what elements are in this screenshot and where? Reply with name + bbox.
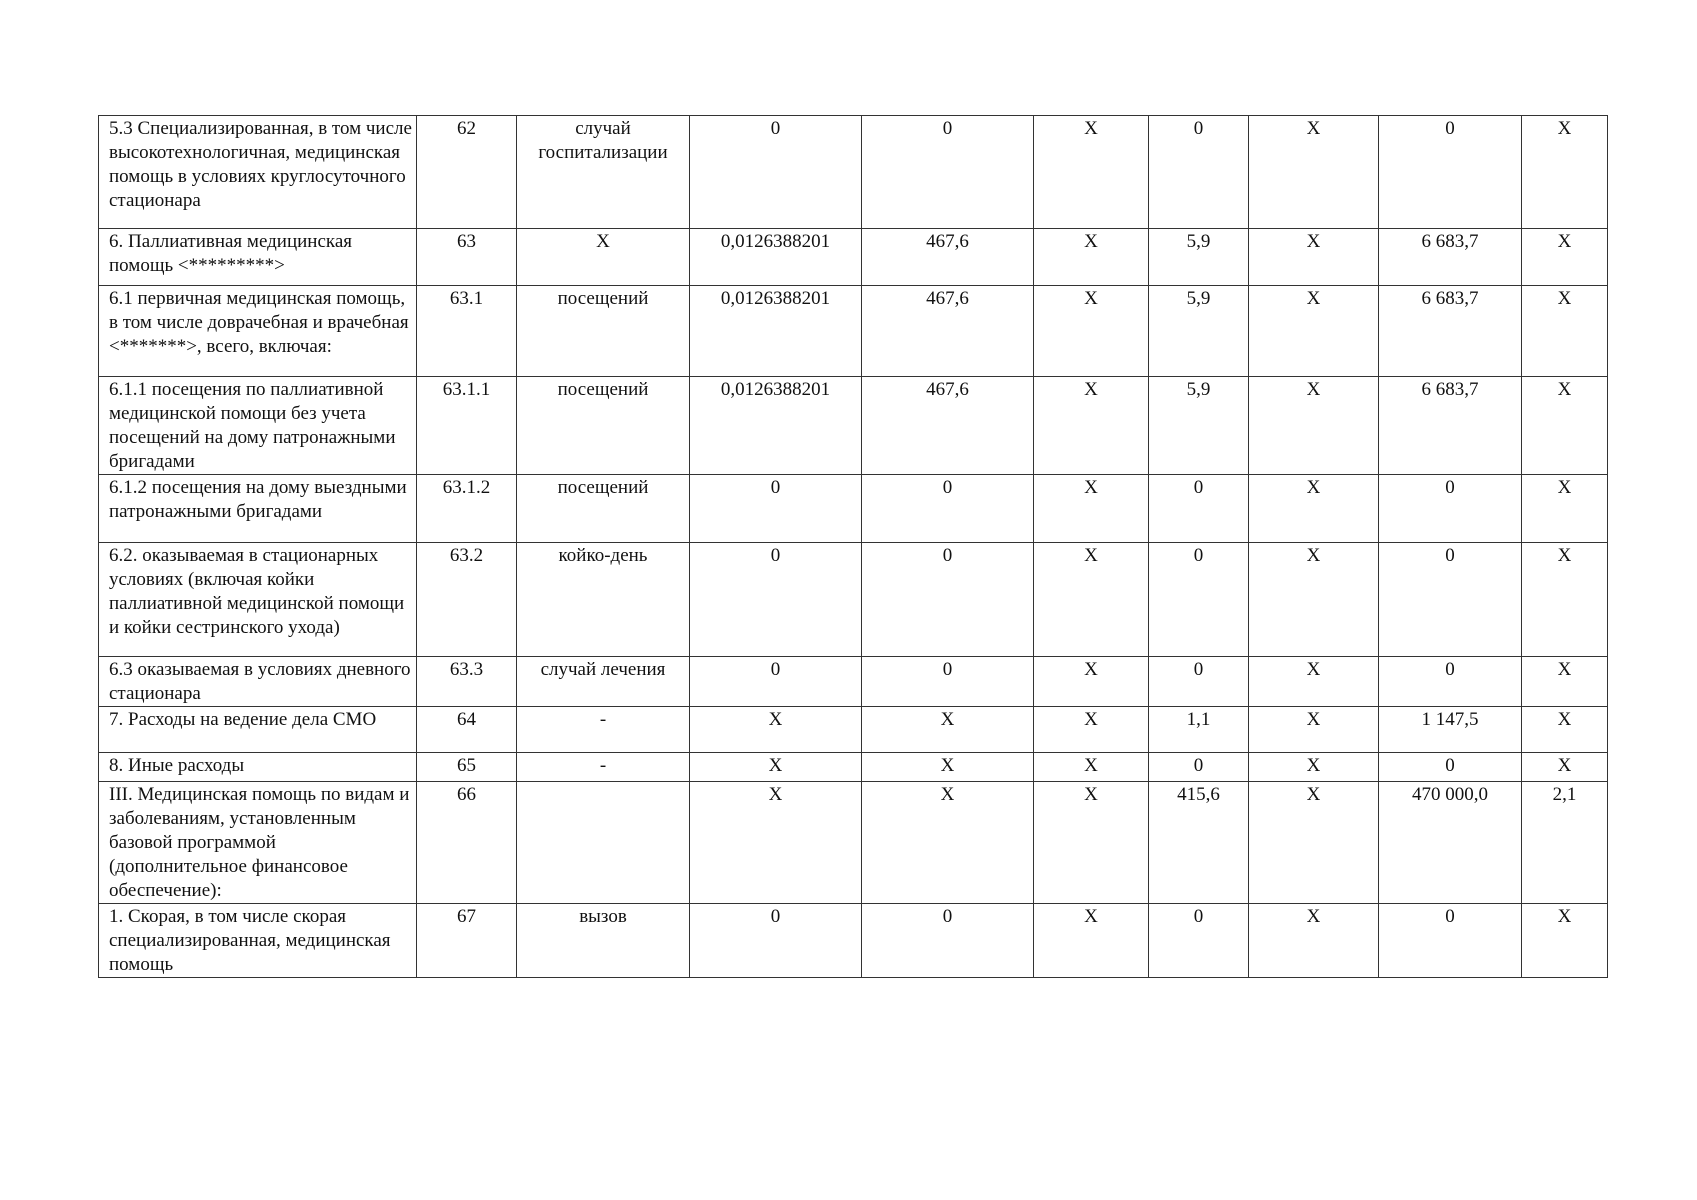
table-row — [99, 475, 1608, 543]
value-cell-8: X — [1249, 475, 1379, 543]
value-cell-4: 0 — [690, 116, 862, 229]
value-cell-8: X — [1249, 657, 1379, 707]
value-cell-6: X — [1034, 657, 1149, 707]
line-number-cell: 66 — [417, 782, 517, 904]
line-number-cell: 63.1.2 — [417, 475, 517, 543]
row-name-cell: 6.2. оказываемая в стационарных условиях (включая койки паллиативной медицинской помощи и койки сестринского ухода) — [99, 543, 417, 657]
line-number-cell: 63.1 — [417, 286, 517, 377]
value-cell-7: 0 — [1149, 116, 1249, 229]
table-row — [99, 377, 1608, 475]
value-cell-6: X — [1034, 753, 1149, 782]
row-name-cell: 5.3 Специализированная, в том числе высокотехнологичная, медицинская помощь в условиях круглосуточного стационара — [99, 116, 417, 229]
line-number-cell: 63.3 — [417, 657, 517, 707]
line-number-cell: 63.2 — [417, 543, 517, 657]
value-cell-9: 0 — [1379, 543, 1522, 657]
table-row — [99, 753, 1608, 782]
row-name-cell: 6. Паллиативная медицинская помощь <*********> — [99, 229, 417, 286]
value-cell-4: 0,0126388201 — [690, 377, 862, 475]
table-row — [99, 657, 1608, 707]
value-cell-8: X — [1249, 782, 1379, 904]
value-cell-5: 0 — [862, 657, 1034, 707]
value-cell-6: X — [1034, 229, 1149, 286]
value-cell-5: 467,6 — [862, 286, 1034, 377]
line-number-cell: 62 — [417, 116, 517, 229]
row-name-cell: 1. Скорая, в том числе скорая специализированная, медицинская помощь — [99, 904, 417, 978]
unit-cell: посещений — [517, 286, 690, 377]
value-cell-8: X — [1249, 286, 1379, 377]
value-cell-10: X — [1522, 657, 1608, 707]
value-cell-6: X — [1034, 782, 1149, 904]
value-cell-10: X — [1522, 475, 1608, 543]
unit-cell: посещений — [517, 377, 690, 475]
row-name-cell: 6.1 первичная медицинская помощь, в том числе доврачебная и врачебная <*******>, всего, включая: — [99, 286, 417, 377]
row-name-cell: 7. Расходы на ведение дела СМО — [99, 707, 417, 753]
value-cell-10: X — [1522, 753, 1608, 782]
unit-cell — [517, 782, 690, 904]
line-number-cell: 63 — [417, 229, 517, 286]
value-cell-9: 1 147,5 — [1379, 707, 1522, 753]
unit-cell: койко-день — [517, 543, 690, 657]
value-cell-10: 2,1 — [1522, 782, 1608, 904]
value-cell-10: X — [1522, 707, 1608, 753]
value-cell-4: X — [690, 753, 862, 782]
value-cell-9: 6 683,7 — [1379, 377, 1522, 475]
value-cell-7: 415,6 — [1149, 782, 1249, 904]
value-cell-6: X — [1034, 377, 1149, 475]
value-cell-10: X — [1522, 229, 1608, 286]
funding-table — [98, 115, 1608, 978]
table-row — [99, 286, 1608, 377]
value-cell-9: 0 — [1379, 116, 1522, 229]
row-name-cell: 6.1.1 посещения по паллиативной медицинской помощи без учета посещений на дому патронажными бригадами — [99, 377, 417, 475]
value-cell-10: X — [1522, 904, 1608, 978]
value-cell-4: X — [690, 707, 862, 753]
line-number-cell: 65 — [417, 753, 517, 782]
line-number-cell: 63.1.1 — [417, 377, 517, 475]
value-cell-5: X — [862, 753, 1034, 782]
table-row — [99, 904, 1608, 978]
value-cell-9: 0 — [1379, 475, 1522, 543]
table-row — [99, 782, 1608, 904]
value-cell-9: 6 683,7 — [1379, 229, 1522, 286]
value-cell-10: X — [1522, 116, 1608, 229]
value-cell-4: 0 — [690, 543, 862, 657]
value-cell-5: X — [862, 707, 1034, 753]
table-row — [99, 543, 1608, 657]
value-cell-4: 0,0126388201 — [690, 229, 862, 286]
row-name-cell: III. Медицинская помощь по видам и заболеваниям, установленным базовой программой (дополнительное финансовое обеспечение): — [99, 782, 417, 904]
value-cell-7: 0 — [1149, 657, 1249, 707]
value-cell-7: 0 — [1149, 543, 1249, 657]
value-cell-7: 0 — [1149, 904, 1249, 978]
value-cell-4: X — [690, 782, 862, 904]
value-cell-4: 0,0126388201 — [690, 286, 862, 377]
value-cell-10: X — [1522, 543, 1608, 657]
value-cell-7: 5,9 — [1149, 229, 1249, 286]
value-cell-9: 0 — [1379, 904, 1522, 978]
line-number-cell: 64 — [417, 707, 517, 753]
unit-cell: X — [517, 229, 690, 286]
value-cell-6: X — [1034, 116, 1149, 229]
value-cell-7: 5,9 — [1149, 377, 1249, 475]
table-row — [99, 229, 1608, 286]
value-cell-5: 0 — [862, 116, 1034, 229]
value-cell-7: 5,9 — [1149, 286, 1249, 377]
value-cell-9: 0 — [1379, 753, 1522, 782]
line-number-cell: 67 — [417, 904, 517, 978]
value-cell-4: 0 — [690, 657, 862, 707]
value-cell-7: 0 — [1149, 753, 1249, 782]
document-page — [98, 115, 1608, 978]
value-cell-7: 1,1 — [1149, 707, 1249, 753]
value-cell-8: X — [1249, 707, 1379, 753]
unit-cell: - — [517, 753, 690, 782]
row-name-cell: 6.1.2 посещения на дому выездными патронажными бригадами — [99, 475, 417, 543]
value-cell-9: 470 000,0 — [1379, 782, 1522, 904]
value-cell-5: X — [862, 782, 1034, 904]
value-cell-6: X — [1034, 543, 1149, 657]
value-cell-7: 0 — [1149, 475, 1249, 543]
table-body — [99, 116, 1608, 978]
value-cell-6: X — [1034, 475, 1149, 543]
row-name-cell: 8. Иные расходы — [99, 753, 417, 782]
value-cell-10: X — [1522, 377, 1608, 475]
value-cell-5: 467,6 — [862, 229, 1034, 286]
table-row — [99, 116, 1608, 229]
unit-cell: случай лечения — [517, 657, 690, 707]
value-cell-6: X — [1034, 707, 1149, 753]
value-cell-8: X — [1249, 116, 1379, 229]
value-cell-4: 0 — [690, 904, 862, 978]
value-cell-8: X — [1249, 229, 1379, 286]
value-cell-5: 467,6 — [862, 377, 1034, 475]
value-cell-10: X — [1522, 286, 1608, 377]
value-cell-5: 0 — [862, 543, 1034, 657]
unit-cell: случай госпитализации — [517, 116, 690, 229]
value-cell-8: X — [1249, 904, 1379, 978]
value-cell-6: X — [1034, 904, 1149, 978]
value-cell-9: 0 — [1379, 657, 1522, 707]
value-cell-8: X — [1249, 753, 1379, 782]
value-cell-8: X — [1249, 543, 1379, 657]
table-row — [99, 707, 1608, 753]
unit-cell: посещений — [517, 475, 690, 543]
unit-cell: вызов — [517, 904, 690, 978]
unit-cell: - — [517, 707, 690, 753]
value-cell-5: 0 — [862, 475, 1034, 543]
value-cell-9: 6 683,7 — [1379, 286, 1522, 377]
value-cell-5: 0 — [862, 904, 1034, 978]
value-cell-8: X — [1249, 377, 1379, 475]
value-cell-6: X — [1034, 286, 1149, 377]
value-cell-4: 0 — [690, 475, 862, 543]
row-name-cell: 6.3 оказываемая в условиях дневного стационара — [99, 657, 417, 707]
